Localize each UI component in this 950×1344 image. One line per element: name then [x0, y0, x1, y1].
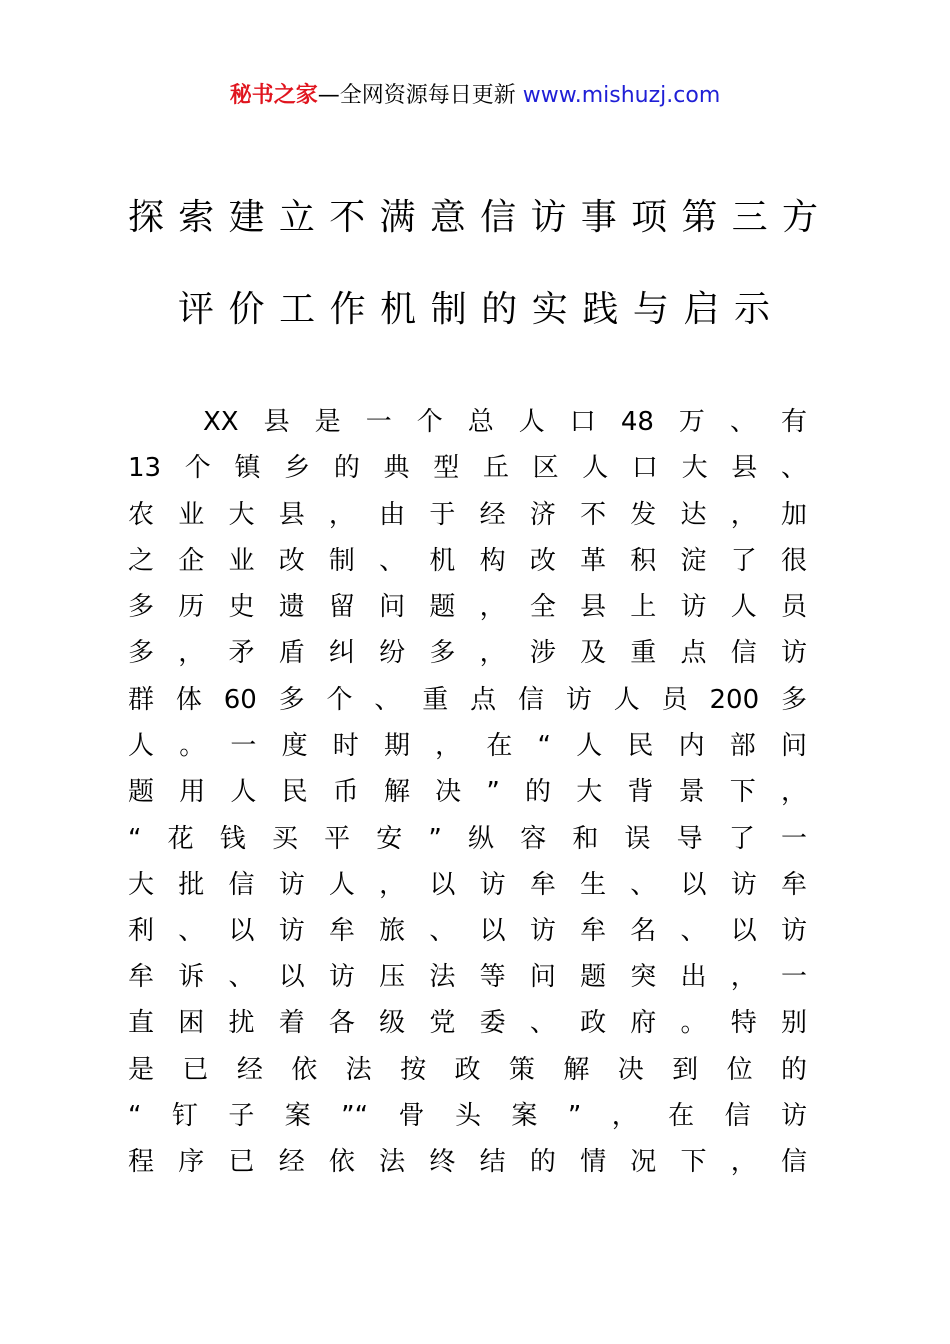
body-line: 利、以访牟旅、以访牟名、以访 — [128, 916, 807, 946]
body-line: XX县是一个总人口48万、有 — [203, 407, 807, 437]
body-line: “花钱买平安”纵容和误导了一 — [128, 824, 807, 854]
brand-name: 秘书之家 — [229, 83, 318, 108]
body-line: 群体60多个、重点信访人员200多 — [128, 685, 807, 715]
body-line: 牟诉、以访压法等问题突出，一 — [128, 962, 807, 992]
document-title-line-1: 探索建立不满意信访事项第三方 — [128, 197, 818, 238]
website-link[interactable]: www.mishuzj.com — [522, 83, 721, 108]
body-line: 大批信访人，以访牟生、以访牟 — [128, 870, 807, 900]
body-line: 农业大县，由于经济不发达，加 — [128, 500, 807, 530]
header-tagline: —全网资源每日更新 — [317, 83, 523, 108]
body-line: 直困扰着各级党委、政府。特别 — [128, 1008, 807, 1038]
body-line: 13个镇乡的典型丘区人口大县、 — [128, 453, 807, 483]
body-line: 程序已经依法终结的情况下，信 — [128, 1147, 807, 1177]
body-line: 人。一度时期，在“人民内部问 — [128, 731, 807, 761]
body-line: 题用人民币解决”的大背景下， — [128, 777, 807, 807]
body-line: 之企业改制、机构改革积淀了很 — [128, 546, 807, 576]
body-line: 多历史遗留问题，全县上访人员 — [128, 592, 807, 622]
page-header — [0, 80, 950, 112]
document-title-line-2: 评价工作机制的实践与启示 — [178, 289, 770, 330]
body-line: 多，矛盾纠纷多，涉及重点信访 — [128, 638, 807, 668]
body-line: “钉子案”“骨头案”，在信访 — [128, 1101, 807, 1131]
body-line: 是已经依法按政策解决到位的 — [128, 1055, 807, 1085]
